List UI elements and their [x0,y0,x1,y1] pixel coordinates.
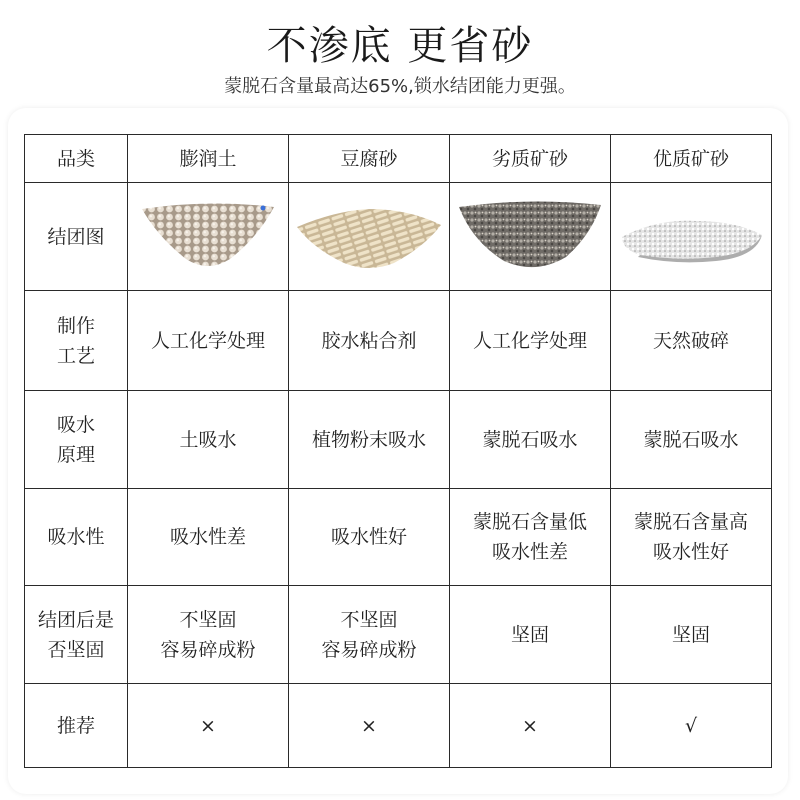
premium-mineral-clump-image [616,197,766,277]
table-row-absorption-principle [25,391,772,489]
cell-process-low-mineral: 人工化学处理 [450,291,611,391]
cell-line: 容易碎成粉 [321,638,417,661]
cell-principle-premium-mineral: 蒙脱石吸水 [611,391,772,489]
table-row-recommend [25,684,772,768]
row-label-line: 吸水 [56,413,95,436]
page-title: 不渗底 更省砂 [266,23,534,69]
row-label-recommend [25,684,128,768]
row-label-line: 制作 [56,314,95,337]
cell-process-premium-mineral: 天然破碎 [611,291,772,391]
cell-absorbency-low-mineral [450,489,611,586]
row-label-line: 结团后是 [37,608,114,631]
row-label-line: 结团图 [47,225,105,248]
tofu-litter-clump-image [294,197,444,277]
row-label-line: 工艺 [56,344,95,367]
premium-mineral-clump-image [611,183,772,291]
cross-icon: × [450,684,611,768]
column-header-low-mineral: 劣质矿砂 [450,135,611,183]
row-label-line: 否坚固 [47,638,105,661]
cell-firmness-low-mineral: 坚固 [450,586,611,684]
cell-absorbency-premium-mineral [611,489,772,586]
page-subtitle: 蒙脱石含量最高达65%,锁水结团能力更强。 [224,76,576,97]
cell-absorbency-bentonite: 吸水性差 [128,489,289,586]
bentonite-clump-image [128,183,289,291]
table-row-clump-image [25,183,772,291]
cross-icon: × [289,684,450,768]
row-label-clump-image [25,183,128,291]
cell-firmness-bentonite [128,586,289,684]
table-row-absorbency [25,489,772,586]
column-header-premium-mineral: 优质矿砂 [611,135,772,183]
cell-firmness-premium-mineral: 坚固 [611,586,772,684]
cell-firmness-tofu [289,586,450,684]
cell-process-tofu: 胶水粘合剂 [289,291,450,391]
cell-line: 不坚固 [340,608,398,631]
row-label-process [25,291,128,391]
cell-line: 吸水性好 [652,541,729,563]
column-header-tofu: 豆腐砂 [289,135,450,183]
cell-process-bentonite: 人工化学处理 [128,291,289,391]
cell-line: 不坚固 [179,608,237,631]
table-row-process [25,291,772,391]
cell-absorbency-tofu: 吸水性好 [289,489,450,586]
cell-principle-tofu: 植物粉末吸水 [289,391,450,489]
row-label-absorption-principle [25,391,128,489]
cross-icon: × [128,684,289,768]
cell-line: 吸水性差 [491,541,568,563]
comparison-table [24,134,772,768]
cell-line: 蒙脱石含量高 [633,511,748,533]
low-quality-mineral-clump-image [450,183,611,291]
table-header-row [25,135,772,183]
row-label-clump-firmness [25,586,128,684]
cell-principle-bentonite: 土吸水 [128,391,289,489]
row-label-line: 吸水性 [47,526,105,548]
cell-line: 蒙脱石含量低 [472,511,587,533]
cell-line: 容易碎成粉 [160,638,256,661]
row-label-line: 原理 [56,443,95,466]
table-row-clump-firmness [25,586,772,684]
check-icon: √ [611,684,772,768]
row-label-absorbency [25,489,128,586]
tofu-litter-clump-image [289,183,450,291]
low-quality-mineral-clump-image [456,197,604,277]
row-label-line: 推荐 [56,714,95,737]
column-header-bentonite: 膨润土 [128,135,289,183]
bentonite-clump-image [138,197,278,277]
table-corner-label: 品类 [25,135,128,183]
cell-principle-low-mineral: 蒙脱石吸水 [450,391,611,489]
